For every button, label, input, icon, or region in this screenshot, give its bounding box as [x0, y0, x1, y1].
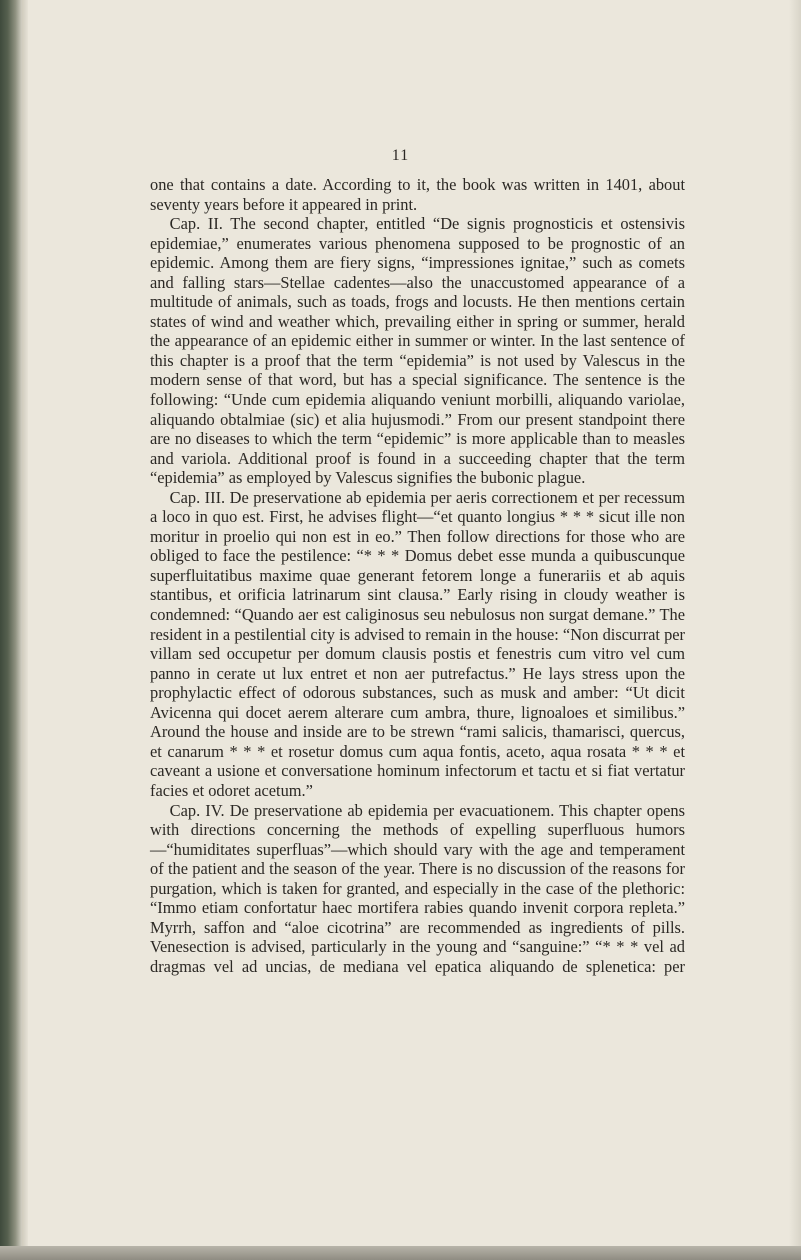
book-binding-shadow	[0, 0, 22, 1260]
paragraph-cap-3: Cap. III. De preservatione ab epidemia per aeris correctionem et per recessum a loco in quo est. First, he advises flight—“et quanto longius * * * sicut ille non moritur in proelio qui non est in eo.” Then follow directions for those who are obliged to face the pestilence: “* * * Domus debet esse munda a quibuscunque superfluitatibus maxime quae generant fetorem longe a funerariis et ab aquis stantibus, et orificia latrinarum sint clausa.” Early rising in cloudy weather is condemned: “Quando aer est caliginosus seu nebulosus non surgat demane.” The resident in a pestilential city is advised to remain in the house: “Non discurrat per villam sed occupetur per domum clausis postis et fenestris cum vitro vel cum panno in cerate ut lux entret et non aer putrefactus.” He lays stress upon the prophylactic effect of odorous substances, such as musk and amber: “Ut dicit Avicenna qui docet aerem alterare cum ambra, thure, lignoaloes et similibus.” Around the house and inside are to be strewn “rami salicis, thamarisci, quercus, et canarum * * * et rosetur domus cum aqua fontis, aceto, aqua rosata * * * et caveant a usione et conversatione hominum infectorum et tactu et si fiat vertatur facies et odoret acetum.”	[150, 487, 685, 800]
page-right-edge	[789, 0, 801, 1260]
gutter-edge	[22, 0, 28, 1260]
paragraph-cap-2: Cap. II. The second chapter, entitled “De signis prognosticis et ostensivis epidemiae,” enumerates various phenomena supposed to be prognostic of an epidemic. Among them are fiery signs, “impressiones ignitae,” such as comets and falling stars—Stellae cadentes—also the unaccustomed appearance of a multitude of animals, such as toads, frogs and locusts. He then mentions certain states of wind and weather which, prevailing either in spring or summer, herald the appearance of an epidemic either in summer or winter. In the last sentence of this chapter is a proof that the term “epidemia” is not used by Valescus in the modern sense of that word, but has a special significance. The sentence is the following: “Unde cum epidemia aliquando veniunt morbilli, aliquando variolae, aliquando obtalmiae (sic) et alia hujusmodi.” From our present standpoint there are no diseases to which the term “epidemic” is more applicable than to measles and variola. Additional proof is found in a succeeding chapter that the term “epidemia” as employed by Valescus signifies the bubonic plague.	[150, 214, 685, 488]
paragraph-cap-4: Cap. IV. De preservatione ab epidemia per evacuationem. This chapter opens with directions concerning the methods of expelling superfluous humors—“humiditates superfluas”—which should vary with the age and temperament of the patient and the season of the year. There is no discussion of the reasons for purgation, which is taken for granted, and especially in the case of the plethoric: “Immo etiam confortatur haec mortifera rabies quando invenit corpora repleta.” Myrrh, saffon and “aloe cicotrina” are recommended as ingredients of pills. Venesection is advised, particularly in the young and “sanguine:” “* * * vel ad dragmas vel ad uncias, de mediana vel epatica aliquando de splenetica: per	[150, 800, 685, 976]
page-bottom-edge	[0, 1246, 801, 1260]
body-text	[150, 175, 685, 976]
page-number: 11	[391, 147, 410, 164]
paragraph-1: one that contains a date. According to it, the book was written in 1401, about seventy years before it appeared in print.	[150, 175, 685, 214]
